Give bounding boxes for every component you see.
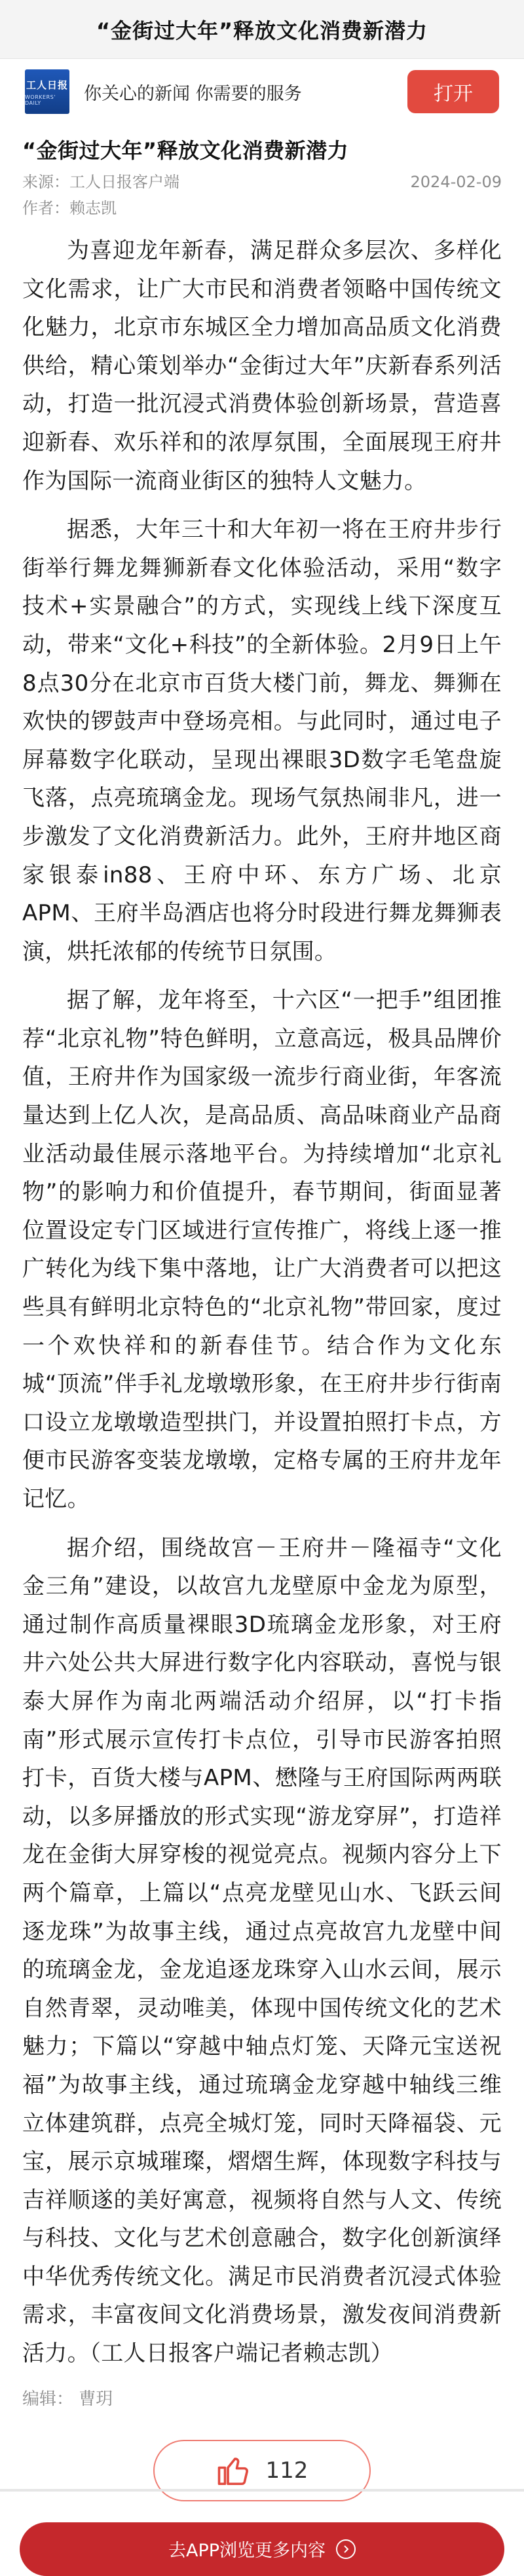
open-app-button[interactable]: 打开 [407,70,499,113]
app-slogan: 你关心的新闻 你需要的服务 [84,83,302,104]
article-editor: 编辑： 曹玥 [22,2389,113,2409]
logo-text: 工人日报 [26,79,68,91]
like-count: 112 [265,2457,309,2484]
article-title: “金街过大年”释放文化消费新潜力 [22,138,349,163]
like-section [0,2440,524,2501]
article-author: 作者：赖志凯 [22,199,117,217]
article-meta [22,169,502,195]
article-paragraph-3: 据了解，龙年将至，十六区“一把手”组团推荐“北京礼物”特色鲜明，立意高远，极具品牌价值，王府井作为国家级一流步行商业街，年客流量达到上亿人次，是高品质、高品味商业产品商业活动最佳展示落地平台。为持续增加“北京礼物”的影响力和价值提升，春节期间，街面显著位置设定专门区域进行宣传推广，将线上逐一推广转化为线下集中落地，让广大消费者可以把这些具有鲜明北京特色的“北京礼物”带回家，度过一个欢快祥和的新春佳节。结合作为文化东城“顶流”伴手礼龙墩墩形象，在王府井步行街南口设立龙墩墩造型拱门，并设置拍照打卡点，方便市民游客变装龙墩墩，定格专属的王府井龙年记忆。 [22,987,502,1512]
thumbs-up-icon [216,2453,252,2488]
article-paragraph-2: 据悉，大年三十和大年初一将在王府井步行街举行舞龙舞狮新春文化体验活动，采用“数字技术+实景融合”的方式，实现线上线下深度互动，带来“文化+科技”的全新体验。2月9日上午8点30分在北京市百货大楼门前，舞龙、舞狮在欢快的锣鼓声中登场亮相。与此同时，通过电子屏幕数字化联动，呈现出裸眼3D数字毛笔盘旋飞落，点亮琉璃金龙。现场气氛热闹非凡，进一步激发了文化消费新活力。此外，王府井地区商家银泰in88、王府中环、东方广场、北京APM、王府半岛酒店也将分时段进行舞龙舞狮表演，烘托浓郁的传统节日氛围。 [22,517,502,965]
logo-subtext: WORKERS' DAILY [25,94,56,106]
article [0,135,524,2412]
article-paragraph-1: 为喜迎龙年新春，满足群众多层次、多样化文化需求，让广大市民和消费者领略中国传统文化魅力，北京市东城区全力增加高品质文化消费供给，精心策划举办“金街过大年”庆新春系列活动，打造一批沉浸式消费体验创新场景，营造喜迎新春、欢乐祥和的浓厚氛围，全面展现王府井作为国际一流商业街区的独特人文魅力。 [22,238,502,494]
app-download-banner [0,59,524,124]
app-logo [25,69,69,114]
chevron-right-icon [336,2539,356,2559]
like-button[interactable] [153,2440,371,2501]
more-content-label: 去APP浏览更多内容 [168,2541,326,2562]
top-title-bar [0,0,524,59]
article-paragraph-4: 据介绍，围绕故宫－王府井－隆福寺“文化金三角”建设，以故宫九龙壁原中金龙为原型，通过制作高质量裸眼3D琉璃金龙形象，对王府井六处公共大屏进行数字化内容联动，喜悦与银泰大屏作为南北两端活动介绍屏，以“打卡指南”形式展示宣传打卡点位，引导市民游客拍照打卡，百货大楼与APM、懋隆与王府国际两两联动，以多屏播放的形式实现“游龙穿屏”，打造祥龙在金街大屏穿梭的视觉亮点。视频内容分上下两个篇章，上篇以“点亮龙壁见山水、飞跃云间逐龙珠”为故事主线，通过点亮故宫九龙壁中间的琉璃金龙，金龙追逐龙珠穿入山水云间，展示自然青翠，灵动唯美，体现中国传统文化的艺术魅力；下篇以“穿越中轴点灯笼、天降元宝送祝福”为故事主线，通过琉璃金龙穿越中轴线三维立体建筑群，点亮全城灯笼，同时天降福袋、元宝，展示京城璀璨，熠熠生辉，体现数字科技与吉祥顺遂的美好寓意，视频将自然与人文、传统与科技、文化与艺术创意融合，数字化创新演绎中华优秀传统文化。满足市民消费者沉浸式体验需求，丰富夜间文化消费场景，激发夜间消费新活力。（工人日报客户端记者赖志凯） [22,1534,502,2367]
open-app-more-button[interactable] [20,2522,504,2576]
page-title: “金街过大年”释放文化消费新潜力 [96,18,428,43]
bottom-divider [0,2489,524,2492]
more-content-section [0,2522,524,2576]
article-date: 2024-02-09 [410,173,502,191]
article-source: 来源：工人日报客户端 [22,173,179,191]
